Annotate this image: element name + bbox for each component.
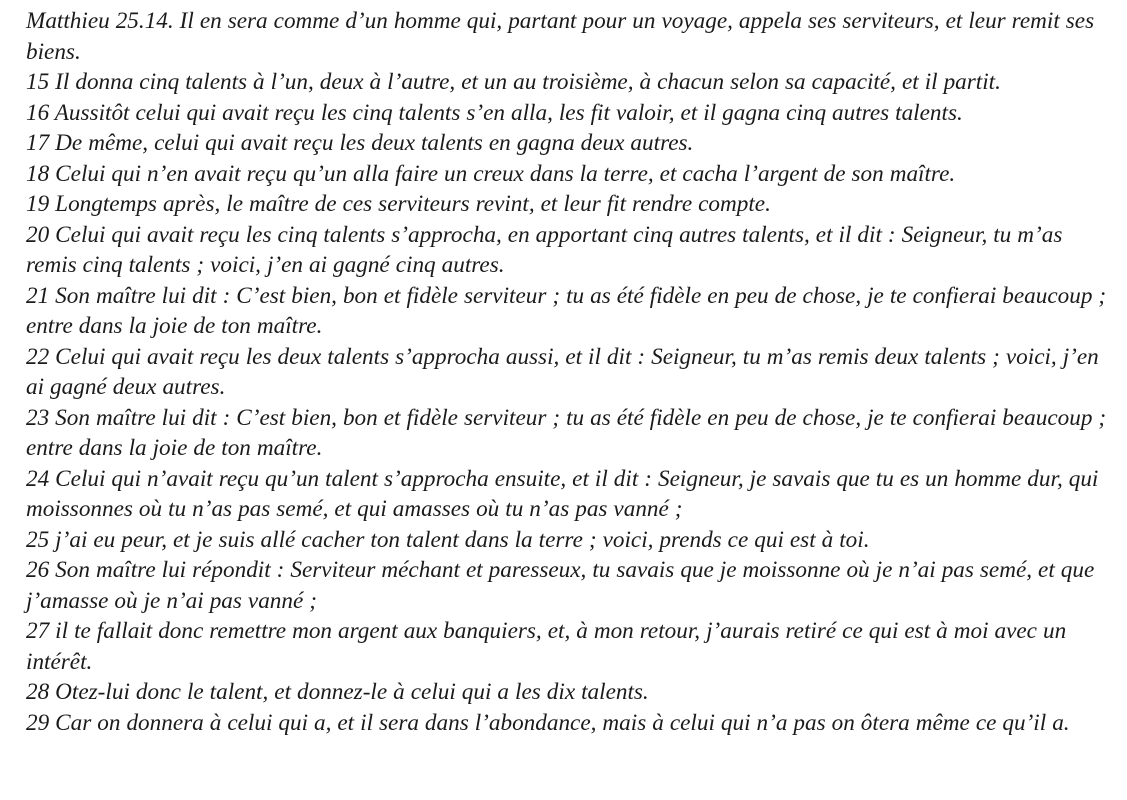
verse-18: 18 Celui qui n’en avait reçu qu’un alla faire un creux dans la terre, et cacha l’argent de son maître.	[26, 160, 956, 187]
verse-14: Matthieu 25.14. Il en sera comme d’un homme qui, partant pour un voyage, appela ses serviteurs, et leur remit ses biens.	[26, 8, 1095, 65]
verse-23: 23 Son maître lui dit : C’est bien, bon et fidèle serviteur ; tu as été fidèle en peu de chose, je te confierai beaucoup ; entre dans la joie de ton maître.	[26, 404, 1107, 461]
verse-21: 21 Son maître lui dit : C’est bien, bon et fidèle serviteur ; tu as été fidèle en peu de chose, je te confierai beaucoup ; entre dans la joie de ton maître.	[26, 282, 1107, 339]
verse-29: 29 Car on donnera à celui qui a, et il sera dans l’abondance, mais à celui qui n’a pas on ôtera même ce qu’il a.	[26, 709, 1070, 736]
verse-22: 22 Celui qui avait reçu les deux talents s’approcha aussi, et il dit : Seigneur, tu m’as remis deux talents ; voici, j’en ai gagné deux autres.	[26, 343, 1099, 400]
verse-20: 20 Celui qui avait reçu les cinq talents s’approcha, en apportant cinq autres talents, et il dit : Seigneur, tu m’as remis cinq talents ; voici, j’en ai gagné cinq autres.	[26, 221, 1063, 278]
verse-15: 15 Il donna cinq talents à l’un, deux à l’autre, et un au troisième, à chacun selon sa capacité, et il partit.	[26, 69, 1001, 95]
verse-27: 27 il te fallait donc remettre mon argent aux banquiers, et, à mon retour, j’aurais retiré ce qui est à moi avec un intérêt.	[26, 618, 1067, 675]
verse-28: 28 Otez-lui donc le talent, et donnez-le à celui qui a les dix talents.	[26, 679, 649, 705]
verse-16: 16 Aussitôt celui qui avait reçu les cinq talents s’en alla, les fit valoir, et il gagna cinq autres talents.	[26, 99, 963, 126]
verse-25: 25 j’ai eu peur, et je suis allé cacher ton talent dans la terre ; voici, prends ce qui est à toi.	[26, 526, 870, 553]
verse-17: 17 De même, celui qui avait reçu les deux talents en gagna deux autres.	[26, 130, 694, 156]
verse-26: 26 Son maître lui répondit : Serviteur méchant et paresseux, tu savais que je moissonne où je n’ai pas semé, et que j’amasse où je n’ai pas vanné ;	[26, 557, 1095, 614]
verse-24: 24 Celui qui n’avait reçu qu’un talent s’approcha ensuite, et il dit : Seigneur, je savais que tu es un homme dur, qui moissonnes où tu n’as pas semé, et qui amasses où tu n’as pas vanné ;	[26, 465, 1099, 522]
verse-19: 19 Longtemps après, le maître de ces serviteurs revint, et leur fit rendre compte.	[26, 191, 771, 217]
